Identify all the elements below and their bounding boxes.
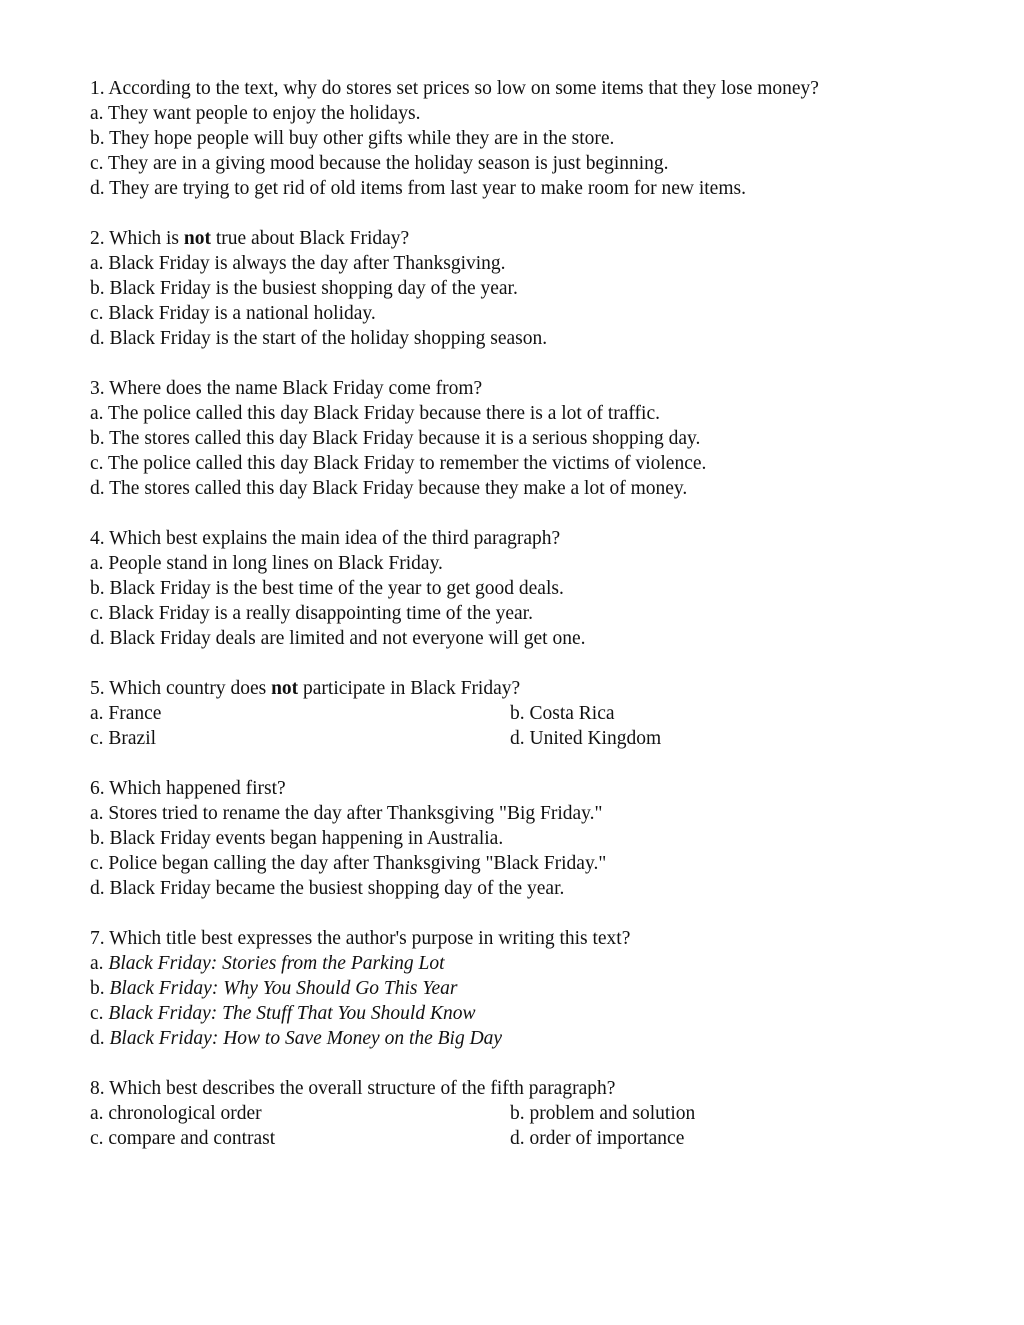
answer-option-b: b. They hope people will buy other gifts while they are in the store. bbox=[90, 128, 615, 149]
answer-option-c bbox=[90, 1001, 950, 1026]
answer-option-a: a. Stores tried to rename the day after Thanksgiving "Big Friday." bbox=[90, 803, 603, 824]
question-5 bbox=[90, 676, 950, 751]
answer-row bbox=[90, 726, 950, 751]
answer-option-a: a. The police called this day Black Friday because there is a lot of traffic. bbox=[90, 403, 660, 424]
question-6 bbox=[90, 776, 950, 901]
stem-text: 2. Which is bbox=[90, 228, 184, 249]
option-letter: a. bbox=[90, 953, 109, 974]
answer-row bbox=[90, 1101, 950, 1126]
answer-option-a bbox=[90, 951, 950, 976]
option-letter: c. bbox=[90, 1003, 109, 1024]
answer-option-c: c. compare and contrast bbox=[90, 1128, 276, 1149]
answer-row bbox=[90, 1126, 950, 1151]
answer-option-b: b. Costa Rica bbox=[510, 703, 615, 724]
question-stem: 3. Where does the name Black Friday come from? bbox=[90, 378, 483, 399]
question-7 bbox=[90, 926, 950, 1051]
answer-option-b: b. Black Friday is the busiest shopping day of the year. bbox=[90, 278, 518, 299]
answer-option-d: d. They are trying to get rid of old items from last year to make room for new items. bbox=[90, 178, 746, 199]
option-title: Black Friday: Stories from the Parking Lot bbox=[108, 953, 445, 974]
stem-text: true about Black Friday? bbox=[210, 228, 410, 249]
question-3 bbox=[90, 376, 950, 501]
stem-text: 5. Which country does bbox=[90, 678, 272, 699]
stem-emphasis: not bbox=[271, 678, 299, 699]
question-stem: 8. Which best describes the overall structure of the fifth paragraph? bbox=[90, 1078, 616, 1099]
answer-option-d: d. order of importance bbox=[510, 1128, 685, 1149]
option-title: Black Friday: The Stuff That You Should Know bbox=[108, 1003, 476, 1024]
answer-option-d: d. United Kingdom bbox=[510, 728, 662, 749]
answer-option-c: c. Black Friday is a national holiday. bbox=[90, 303, 376, 324]
option-letter: b. bbox=[90, 978, 110, 999]
answer-row bbox=[90, 701, 950, 726]
answer-option-b: b. The stores called this day Black Friday because it is a serious shopping day. bbox=[90, 428, 701, 449]
answer-option-b: b. Black Friday is the best time of the year to get good deals. bbox=[90, 578, 564, 599]
answer-option-a: a. France bbox=[90, 703, 162, 724]
answer-option-c: c. Black Friday is a really disappointing time of the year. bbox=[90, 603, 533, 624]
answer-option-a: a. People stand in long lines on Black Friday. bbox=[90, 553, 443, 574]
answer-option-b bbox=[90, 976, 950, 1001]
option-letter: d. bbox=[90, 1028, 110, 1049]
question-list bbox=[90, 76, 950, 1176]
answer-option-c: c. Police began calling the day after Thanksgiving "Black Friday." bbox=[90, 853, 607, 874]
option-title: Black Friday: Why You Should Go This Year bbox=[109, 978, 458, 999]
answer-option-b: b. Black Friday events began happening in Australia. bbox=[90, 828, 504, 849]
answer-option-c: c. The police called this day Black Friday to remember the victims of violence. bbox=[90, 453, 707, 474]
answer-option-d: d. Black Friday is the start of the holiday shopping season. bbox=[90, 328, 548, 349]
question-stem: 6. Which happened first? bbox=[90, 778, 286, 799]
answer-option-a: a. chronological order bbox=[90, 1103, 262, 1124]
question-stem: 4. Which best explains the main idea of the third paragraph? bbox=[90, 528, 561, 549]
stem-emphasis: not bbox=[183, 228, 211, 249]
answer-option-b: b. problem and solution bbox=[510, 1103, 696, 1124]
question-1 bbox=[90, 76, 950, 201]
answer-option-a: a. They want people to enjoy the holidays. bbox=[90, 103, 421, 124]
question-4 bbox=[90, 526, 950, 651]
answer-option-d bbox=[90, 1026, 950, 1051]
option-title: Black Friday: How to Save Money on the Big Day bbox=[109, 1028, 503, 1049]
question-stem: 7. Which title best expresses the author's purpose in writing this text? bbox=[90, 928, 631, 949]
question-stem: 1. According to the text, why do stores set prices so low on some items that they lose money? bbox=[90, 78, 819, 99]
question-8 bbox=[90, 1076, 950, 1151]
stem-text: participate in Black Friday? bbox=[298, 678, 521, 699]
question-stem bbox=[90, 226, 950, 251]
answer-option-d: d. Black Friday became the busiest shopping day of the year. bbox=[90, 878, 565, 899]
answer-option-d: d. The stores called this day Black Friday because they make a lot of money. bbox=[90, 478, 688, 499]
answer-option-c: c. They are in a giving mood because the holiday season is just beginning. bbox=[90, 153, 669, 174]
answer-option-d: d. Black Friday deals are limited and not everyone will get one. bbox=[90, 628, 586, 649]
question-2 bbox=[90, 226, 950, 351]
question-stem bbox=[90, 676, 950, 701]
answer-option-a: a. Black Friday is always the day after Thanksgiving. bbox=[90, 253, 506, 274]
answer-option-c: c. Brazil bbox=[90, 728, 157, 749]
